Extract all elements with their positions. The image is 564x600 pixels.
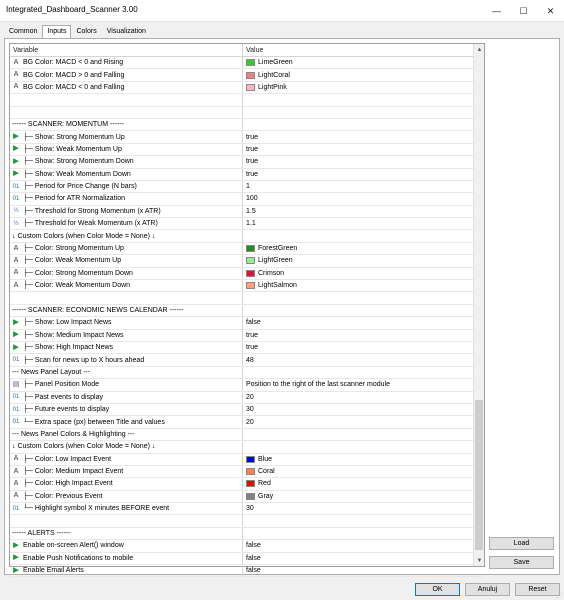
value-text: LightPink bbox=[258, 83, 287, 91]
variable-cell bbox=[10, 503, 243, 514]
vertical-scrollbar[interactable] bbox=[473, 44, 484, 566]
variable-cell bbox=[10, 392, 243, 403]
cancel-button[interactable]: Anuluj bbox=[465, 583, 510, 596]
save-button[interactable]: Save bbox=[489, 556, 554, 569]
variable-label: BG Color: MACD < 0 and Falling bbox=[23, 83, 125, 91]
variable-label: ├─ Panel Position Mode bbox=[23, 381, 100, 389]
value-text: false bbox=[246, 567, 261, 575]
tab-colors[interactable]: Colors bbox=[76, 28, 97, 35]
variable-label: ├─ Show: Weak Momentum Down bbox=[23, 170, 131, 178]
bool-type-icon: ▶ bbox=[13, 541, 19, 549]
variable-label: BG Color: MACD > 0 and Falling bbox=[23, 71, 125, 79]
value-text: Gray bbox=[258, 492, 274, 500]
variable-label: ├─ Show: Low Impact News bbox=[23, 319, 112, 327]
double-type-icon: ½ bbox=[13, 220, 19, 227]
variable-cell bbox=[10, 528, 243, 539]
variable-cell bbox=[10, 305, 243, 316]
grid-rows bbox=[10, 57, 484, 577]
table-row[interactable] bbox=[10, 404, 484, 416]
color-swatch[interactable] bbox=[246, 245, 255, 252]
value-text: true bbox=[246, 133, 259, 141]
value-text: 30 bbox=[246, 505, 254, 513]
value-cell[interactable] bbox=[243, 255, 473, 266]
table-row[interactable] bbox=[10, 354, 484, 366]
value-cell[interactable] bbox=[243, 540, 473, 551]
value-cell[interactable] bbox=[243, 330, 473, 341]
color-type-icon: A bbox=[13, 244, 19, 252]
value-cell[interactable] bbox=[243, 156, 473, 167]
color-swatch[interactable] bbox=[246, 468, 255, 475]
variable-cell bbox=[10, 69, 243, 80]
header-value[interactable]: Value bbox=[246, 47, 264, 54]
variable-cell bbox=[10, 144, 243, 155]
value-text: 1.1 bbox=[246, 220, 256, 228]
color-type-icon: A bbox=[13, 256, 19, 264]
value-text: 1.5 bbox=[246, 207, 256, 215]
value-cell[interactable] bbox=[243, 206, 473, 217]
variable-cell bbox=[10, 156, 243, 167]
variable-label: ↓ Custom Colors (when Color Mode = None) ↓ bbox=[12, 443, 156, 451]
value-cell bbox=[243, 367, 473, 378]
table-row[interactable] bbox=[10, 69, 484, 81]
variable-cell bbox=[10, 354, 243, 365]
value-cell bbox=[243, 515, 473, 526]
table-row[interactable] bbox=[10, 131, 484, 143]
int-type-icon: 01 bbox=[12, 394, 20, 401]
variable-label: Enable on-screen Alert() window bbox=[23, 542, 124, 550]
variable-cell bbox=[10, 82, 243, 93]
value-cell[interactable] bbox=[243, 280, 473, 291]
variable-label: Enable Email Alerts bbox=[23, 567, 84, 575]
value-text: LightGreen bbox=[258, 257, 293, 265]
table-row[interactable] bbox=[10, 553, 484, 565]
window-title: Integrated_Dashboard_Scanner 3.00 bbox=[6, 5, 138, 14]
value-cell bbox=[243, 441, 473, 452]
table-row[interactable] bbox=[10, 416, 484, 428]
value-cell bbox=[243, 230, 473, 241]
value-cell[interactable] bbox=[243, 69, 473, 80]
value-text: Crimson bbox=[258, 269, 285, 277]
maximize-button[interactable]: ☐ bbox=[519, 5, 528, 16]
variable-cell bbox=[10, 330, 243, 341]
value-text: 30 bbox=[246, 406, 254, 414]
value-cell bbox=[243, 119, 473, 130]
value-cell[interactable] bbox=[243, 553, 473, 564]
table-row[interactable] bbox=[10, 156, 484, 168]
value-text: 48 bbox=[246, 356, 254, 364]
variable-cell bbox=[10, 255, 243, 266]
value-cell[interactable] bbox=[243, 82, 473, 93]
variable-cell bbox=[10, 553, 243, 564]
table-row[interactable] bbox=[10, 169, 484, 181]
table-row[interactable] bbox=[10, 565, 484, 577]
int-type-icon: 01 bbox=[12, 183, 20, 190]
value-cell bbox=[243, 528, 473, 539]
scroll-up-icon[interactable]: ▲ bbox=[476, 46, 483, 53]
bool-type-icon: ▶ bbox=[13, 554, 19, 562]
table-row[interactable] bbox=[10, 206, 484, 218]
value-text: 100 bbox=[246, 195, 258, 203]
variable-cell bbox=[10, 466, 243, 477]
variable-cell bbox=[10, 515, 243, 526]
value-cell[interactable] bbox=[243, 268, 473, 279]
double-type-icon: ½ bbox=[13, 208, 19, 215]
table-row bbox=[10, 230, 484, 242]
value-cell bbox=[243, 107, 473, 118]
inputs-grid bbox=[9, 43, 485, 575]
bool-type-icon: ▶ bbox=[13, 133, 19, 141]
color-swatch[interactable] bbox=[246, 480, 255, 487]
value-cell[interactable] bbox=[243, 317, 473, 328]
variable-label: ├─ Show: Weak Momentum Up bbox=[23, 145, 122, 153]
value-text: false bbox=[246, 319, 261, 327]
bool-type-icon: ▶ bbox=[13, 566, 19, 574]
reset-button[interactable]: Reset bbox=[515, 583, 560, 596]
value-text: LimeGreen bbox=[258, 59, 293, 67]
table-row[interactable] bbox=[10, 255, 484, 267]
value-cell[interactable] bbox=[243, 243, 473, 254]
int-type-icon: 01 bbox=[12, 406, 20, 413]
variable-label: ------ ALERTS ------ bbox=[12, 530, 71, 538]
bool-type-icon: ▶ bbox=[13, 331, 19, 339]
value-text: true bbox=[246, 331, 259, 339]
value-cell[interactable] bbox=[243, 466, 473, 477]
table-row[interactable] bbox=[10, 82, 484, 94]
scroll-thumb[interactable] bbox=[475, 400, 483, 550]
table-row bbox=[10, 367, 484, 379]
variable-label: └─ Extra space (px) between Title and values bbox=[23, 418, 165, 426]
int-type-icon: 01 bbox=[12, 195, 20, 202]
ok-button[interactable]: OK bbox=[415, 583, 460, 596]
table-row bbox=[10, 515, 484, 527]
header-variable[interactable]: Variable bbox=[10, 44, 243, 56]
table-row bbox=[10, 305, 484, 317]
variable-cell bbox=[10, 169, 243, 180]
table-row bbox=[10, 441, 484, 453]
value-text: LightCoral bbox=[258, 71, 290, 79]
value-cell[interactable] bbox=[243, 392, 473, 403]
value-cell[interactable] bbox=[243, 131, 473, 142]
value-text: 20 bbox=[246, 393, 254, 401]
variable-label: ├─ Period for ATR Normalization bbox=[23, 195, 125, 203]
bool-type-icon: ▶ bbox=[13, 170, 19, 178]
color-type-icon: A bbox=[13, 467, 19, 475]
value-cell[interactable] bbox=[243, 354, 473, 365]
variable-cell bbox=[10, 193, 243, 204]
variable-label: --- News Panel Layout --- bbox=[12, 368, 91, 376]
value-cell[interactable] bbox=[243, 503, 473, 514]
value-cell[interactable] bbox=[243, 478, 473, 489]
variable-cell bbox=[10, 478, 243, 489]
variable-cell bbox=[10, 367, 243, 378]
load-button[interactable]: Load bbox=[489, 537, 554, 550]
color-swatch[interactable] bbox=[246, 456, 255, 463]
color-swatch[interactable] bbox=[246, 270, 255, 277]
variable-label: ├─ Show: Medium Impact News bbox=[23, 331, 124, 339]
table-row[interactable] bbox=[10, 491, 484, 503]
resize-grip-icon[interactable]: ⋰ bbox=[557, 593, 563, 599]
variable-label: ├─ Future events to display bbox=[23, 406, 110, 414]
close-button[interactable]: ✕ bbox=[546, 5, 555, 16]
value-text: Coral bbox=[258, 468, 275, 476]
variable-cell bbox=[10, 292, 243, 303]
value-cell[interactable] bbox=[243, 218, 473, 229]
color-swatch[interactable] bbox=[246, 84, 255, 91]
variable-label: ├─ Color: Strong Momentum Up bbox=[23, 245, 124, 253]
value-text: Position to the right of the last scanner module bbox=[246, 381, 390, 389]
variable-label: BG Color: MACD < 0 and Rising bbox=[23, 59, 124, 67]
value-text: true bbox=[246, 170, 259, 178]
variable-label: ├─ Show: Strong Momentum Down bbox=[23, 158, 134, 166]
minimize-button[interactable]: — bbox=[492, 6, 501, 16]
variable-cell bbox=[10, 404, 243, 415]
table-row[interactable] bbox=[10, 540, 484, 552]
variable-label: └─ Highlight symbol X minutes BEFORE event bbox=[23, 505, 170, 513]
tab-bar bbox=[4, 25, 151, 39]
variable-cell bbox=[10, 218, 243, 229]
table-row[interactable] bbox=[10, 503, 484, 515]
title-bar bbox=[0, 0, 564, 22]
variable-cell bbox=[10, 379, 243, 390]
color-type-icon: A bbox=[13, 71, 19, 79]
table-row[interactable] bbox=[10, 317, 484, 329]
value-text: false bbox=[246, 554, 261, 562]
value-cell bbox=[243, 305, 473, 316]
table-row bbox=[10, 292, 484, 304]
variable-label: ├─ Color: Previous Event bbox=[23, 492, 103, 500]
int-type-icon: 01 bbox=[12, 505, 20, 512]
value-cell[interactable] bbox=[243, 144, 473, 155]
table-row bbox=[10, 429, 484, 441]
table-row[interactable] bbox=[10, 243, 484, 255]
table-row[interactable] bbox=[10, 193, 484, 205]
value-text: false bbox=[246, 542, 261, 550]
table-row[interactable] bbox=[10, 478, 484, 490]
color-swatch[interactable] bbox=[246, 257, 255, 264]
variable-cell bbox=[10, 565, 243, 576]
variable-label: ├─ Threshold for Weak Momentum (x ATR) bbox=[23, 220, 158, 228]
color-type-icon: A bbox=[13, 479, 19, 487]
color-swatch[interactable] bbox=[246, 59, 255, 66]
variable-label: ↓ Custom Colors (when Color Mode = None) ↓ bbox=[12, 232, 156, 240]
value-cell[interactable] bbox=[243, 379, 473, 390]
value-text: true bbox=[246, 344, 259, 352]
variable-label: ├─ Threshold for Strong Momentum (x ATR) bbox=[23, 207, 161, 215]
table-row[interactable] bbox=[10, 392, 484, 404]
value-text: 20 bbox=[246, 418, 254, 426]
bool-type-icon: ▶ bbox=[13, 343, 19, 351]
table-row[interactable] bbox=[10, 342, 484, 354]
tab-inputs[interactable]: Inputs bbox=[42, 25, 71, 39]
table-row bbox=[10, 119, 484, 131]
variable-label: ├─ Past events to display bbox=[23, 393, 103, 401]
variable-cell bbox=[10, 268, 243, 279]
color-type-icon: A bbox=[13, 281, 19, 289]
window-controls bbox=[483, 0, 564, 22]
color-swatch[interactable] bbox=[246, 282, 255, 289]
variable-cell bbox=[10, 540, 243, 551]
variable-label: ├─ Color: Medium Impact Event bbox=[23, 468, 124, 476]
variable-label: ├─ Show: Strong Momentum Up bbox=[23, 133, 125, 141]
variable-cell bbox=[10, 206, 243, 217]
variable-cell bbox=[10, 454, 243, 465]
table-row[interactable] bbox=[10, 181, 484, 193]
variable-cell bbox=[10, 342, 243, 353]
variable-label: ------ SCANNER: MOMENTUM ------ bbox=[12, 121, 124, 129]
variable-cell bbox=[10, 491, 243, 502]
variable-cell bbox=[10, 131, 243, 142]
value-text: ForestGreen bbox=[258, 245, 298, 253]
color-type-icon: A bbox=[13, 58, 19, 66]
table-row bbox=[10, 94, 484, 106]
value-text: 1 bbox=[246, 183, 250, 191]
table-row[interactable] bbox=[10, 466, 484, 478]
table-row[interactable] bbox=[10, 57, 484, 69]
variable-label: ├─ Color: Strong Momentum Down bbox=[23, 269, 133, 277]
table-row[interactable] bbox=[10, 330, 484, 342]
table-row[interactable] bbox=[10, 280, 484, 292]
table-row bbox=[10, 107, 484, 119]
variable-label: ├─ Color: Low Impact Event bbox=[23, 455, 112, 463]
variable-cell bbox=[10, 107, 243, 118]
value-text: true bbox=[246, 158, 259, 166]
bool-type-icon: ▶ bbox=[13, 145, 19, 153]
tab-visualization[interactable]: Visualization bbox=[106, 28, 146, 35]
value-cell[interactable] bbox=[243, 193, 473, 204]
value-text: Blue bbox=[258, 455, 273, 463]
value-cell[interactable] bbox=[243, 342, 473, 353]
int-type-icon: 01 bbox=[12, 419, 20, 426]
table-row bbox=[10, 528, 484, 540]
value-cell[interactable] bbox=[243, 181, 473, 192]
table-row[interactable] bbox=[10, 454, 484, 466]
value-cell[interactable] bbox=[243, 454, 473, 465]
scroll-down-icon[interactable]: ▼ bbox=[476, 557, 483, 564]
variable-cell bbox=[10, 57, 243, 68]
variable-label: ├─ Color: Weak Momentum Down bbox=[23, 282, 131, 290]
variable-label: Enable Push Notifications to mobile bbox=[23, 554, 134, 562]
table-row[interactable] bbox=[10, 144, 484, 156]
int-type-icon: 01 bbox=[12, 357, 20, 364]
value-text: Red bbox=[258, 480, 271, 488]
bool-type-icon: ▶ bbox=[13, 157, 19, 165]
value-cell bbox=[243, 292, 473, 303]
variable-cell bbox=[10, 429, 243, 440]
variable-cell bbox=[10, 416, 243, 427]
value-cell bbox=[243, 429, 473, 440]
value-cell[interactable] bbox=[243, 404, 473, 415]
value-cell[interactable] bbox=[243, 169, 473, 180]
variable-label: ├─ Show: High Impact News bbox=[23, 344, 114, 352]
variable-cell bbox=[10, 243, 243, 254]
variable-cell bbox=[10, 119, 243, 130]
variable-cell bbox=[10, 441, 243, 452]
variable-label: ├─ Color: Weak Momentum Up bbox=[23, 257, 122, 265]
enum-type-icon: ▤ bbox=[12, 380, 20, 388]
color-swatch[interactable] bbox=[246, 493, 255, 500]
value-cell[interactable] bbox=[243, 416, 473, 427]
bool-type-icon: ▶ bbox=[13, 318, 19, 326]
value-cell[interactable] bbox=[243, 491, 473, 502]
table-row[interactable] bbox=[10, 379, 484, 391]
variable-label: ├─ Period for Price Change (N bars) bbox=[23, 183, 137, 191]
variable-label: ├─ Color: High Impact Event bbox=[23, 480, 113, 488]
color-swatch[interactable] bbox=[246, 72, 255, 79]
variable-label: --- News Panel Colors & Highlighting --- bbox=[12, 430, 135, 438]
color-type-icon: A bbox=[13, 455, 19, 463]
variable-cell bbox=[10, 317, 243, 328]
color-type-icon: A bbox=[13, 492, 19, 500]
table-row[interactable] bbox=[10, 268, 484, 280]
value-cell[interactable] bbox=[243, 565, 473, 576]
tab-common[interactable]: Common bbox=[9, 28, 38, 35]
color-type-icon: A bbox=[13, 269, 19, 277]
value-text: LightSalmon bbox=[258, 282, 297, 290]
color-type-icon: A bbox=[13, 83, 19, 91]
value-cell[interactable] bbox=[243, 57, 473, 68]
variable-label: ├─ Scan for news up to X hours ahead bbox=[23, 356, 145, 364]
value-text: true bbox=[246, 145, 259, 153]
variable-cell bbox=[10, 280, 243, 291]
variable-cell bbox=[10, 181, 243, 192]
variable-cell bbox=[10, 230, 243, 241]
variable-cell bbox=[10, 94, 243, 105]
grid-header bbox=[10, 44, 484, 57]
value-cell bbox=[243, 94, 473, 105]
table-row[interactable] bbox=[10, 218, 484, 230]
variable-label: ------ SCANNER: ECONOMIC NEWS CALENDAR ------ bbox=[12, 307, 184, 314]
